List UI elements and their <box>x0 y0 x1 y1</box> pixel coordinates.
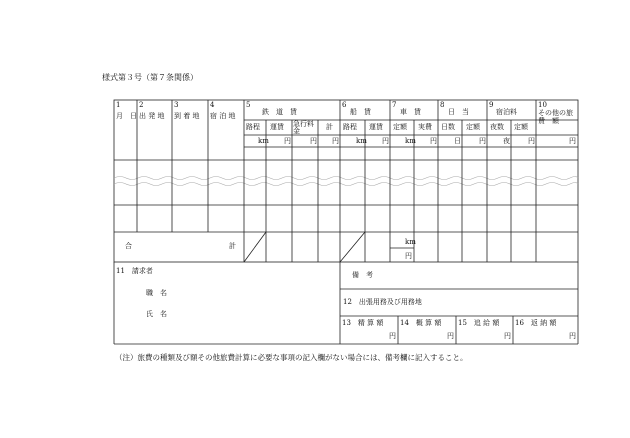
rail-fare-header: 運賃 <box>270 123 284 131</box>
refund-amount-yen: 円 <box>569 332 576 340</box>
rail-express-header: 急行料金 <box>293 120 314 136</box>
per-diem-fixed-header: 定額 <box>466 123 480 131</box>
unit-ship-km: km <box>356 137 367 145</box>
unit-rail-fare-yen: 円 <box>284 137 291 145</box>
unit-night: 夜 <box>503 137 510 145</box>
ship-route-header: 路程 <box>343 123 357 131</box>
additional-amount-label: 15 追 給 額 <box>458 319 500 327</box>
col10-number: 10 <box>538 101 547 109</box>
car-fixed-header: 定額 <box>393 123 407 131</box>
estimate-amount-label: 14 概 算 額 <box>400 319 442 327</box>
unit-car-yen: 円 <box>430 137 437 145</box>
claimant-position: 職 名 <box>146 289 167 297</box>
total-car-yen: 円 <box>405 252 412 260</box>
total-car-km: km <box>405 238 416 246</box>
total-label-right: 計 <box>229 242 236 250</box>
car-actual-header: 実費 <box>418 123 432 131</box>
unit-per-diem-yen: 円 <box>479 137 486 145</box>
col6-number: 6 <box>342 101 347 109</box>
unit-day: 日 <box>454 137 461 145</box>
col9-number: 9 <box>489 101 494 109</box>
ship-fare-header: 運賃 <box>369 123 383 131</box>
lodging-nights-header: 夜数 <box>490 123 504 131</box>
form-title: 様式第３号（第７条関係） <box>102 73 198 82</box>
col10-label: その他の旅費 額 <box>538 109 573 125</box>
remarks-label: 備 考 <box>352 271 373 279</box>
refund-amount-label: 16 返 納 額 <box>515 319 557 327</box>
unit-car-km: km <box>405 137 416 145</box>
unit-rail-express-yen: 円 <box>310 137 317 145</box>
col2-label: 出 発 地 <box>139 112 165 120</box>
per-diem-days-header: 日数 <box>441 123 455 131</box>
col2-number: 2 <box>139 101 144 109</box>
unit-rail-total-yen: 円 <box>332 137 339 145</box>
col3-label: 到 着 地 <box>174 112 200 120</box>
col4-label: 宿 泊 地 <box>210 112 236 120</box>
unit-other-yen: 円 <box>569 137 576 145</box>
col1-number: 1 <box>116 101 121 109</box>
claimant-title: 11 請求者 <box>116 267 153 275</box>
settlement-amount-label: 13 精 算 額 <box>342 319 384 327</box>
rail-route-header: 路程 <box>246 123 260 131</box>
rail-total-header: 計 <box>326 123 333 131</box>
col4-number: 4 <box>210 101 215 109</box>
col1-label: 月 日 <box>116 112 137 120</box>
total-label-left: 合 <box>125 242 132 250</box>
col5-label: 鉄 道 賃 <box>262 108 297 116</box>
claimant-name: 氏 名 <box>146 310 167 318</box>
settlement-amount-yen: 円 <box>389 332 396 340</box>
footnote: （注）旅費の種類及び額その他旅費計算に必要な事項の記入欄がない場合には、備考欄に記入すること。 <box>115 353 468 362</box>
col7-label: 車 賃 <box>400 108 421 116</box>
col9-label: 宿泊料 <box>496 108 517 116</box>
estimate-amount-yen: 円 <box>447 332 454 340</box>
unit-ship-yen: 円 <box>382 137 389 145</box>
col8-number: 8 <box>440 101 445 109</box>
lodging-fixed-header: 定額 <box>514 123 528 131</box>
col5-number: 5 <box>246 101 251 109</box>
col3-number: 3 <box>174 101 179 109</box>
purpose-label: 12 出張用務及び用務地 <box>343 298 422 306</box>
col7-number: 7 <box>392 101 397 109</box>
unit-rail-km: km <box>258 137 269 145</box>
unit-lodging-yen: 円 <box>528 137 535 145</box>
additional-amount-yen: 円 <box>504 332 511 340</box>
col8-label: 日 当 <box>448 108 469 116</box>
col6-label: 船 賃 <box>350 108 371 116</box>
